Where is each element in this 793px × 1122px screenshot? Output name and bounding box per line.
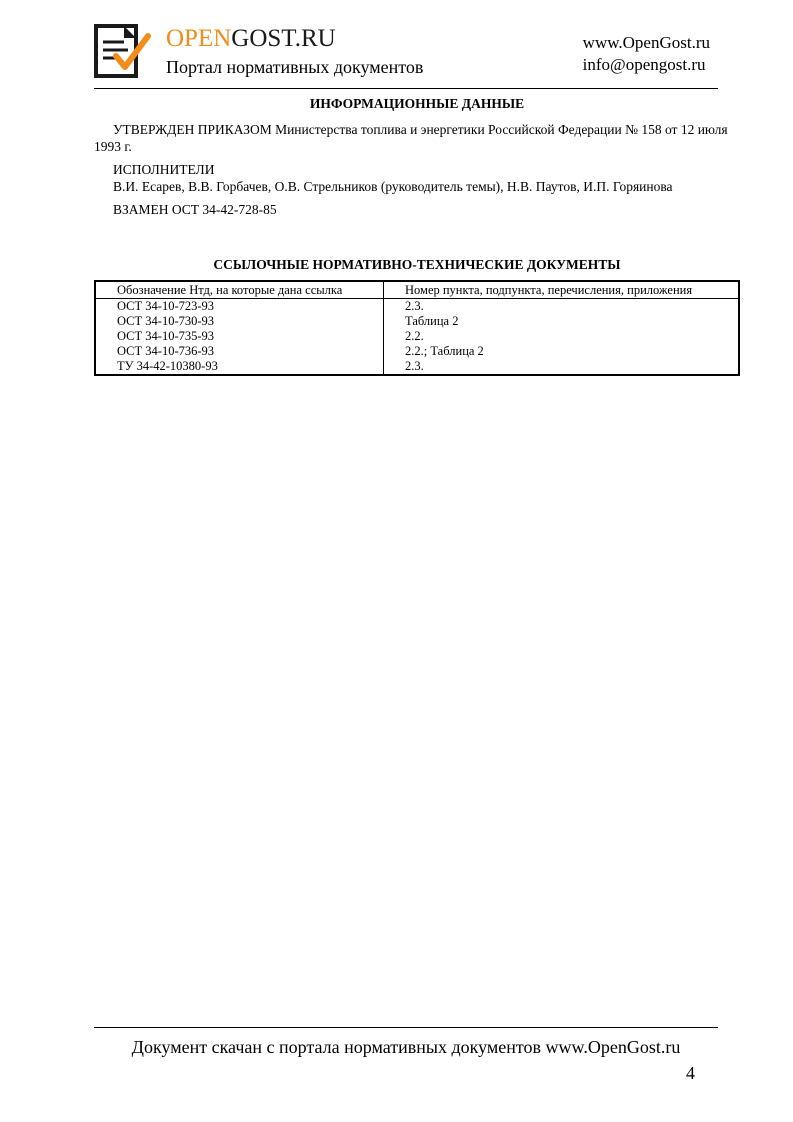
footer-divider bbox=[94, 1027, 718, 1028]
col-header-clause: Номер пункта, подпункта, перечисления, приложения bbox=[384, 281, 740, 299]
executors-label: ИСПОЛНИТЕЛИ bbox=[113, 162, 215, 177]
refs-title: ССЫЛОЧНЫЕ НОРМАТИВНО-ТЕХНИЧЕСКИЕ ДОКУМЕНТЫ bbox=[213, 257, 621, 272]
table-header-row bbox=[95, 281, 739, 299]
cell-clause: 2.3. bbox=[384, 299, 740, 315]
table-row bbox=[95, 359, 739, 375]
email-link[interactable]: info@opengost.ru bbox=[582, 55, 706, 74]
cell-clause: 2.2.; Таблица 2 bbox=[384, 344, 740, 359]
table-row bbox=[95, 299, 739, 315]
info-title: ИНФОРМАЦИОННЫЕ ДАННЫЕ bbox=[309, 96, 525, 111]
approved-text: УТВЕРЖДЕН ПРИКАЗОМ Министерства топлива и энергетики Российской Федерации № 158 от 12 июля 1993 г. bbox=[94, 122, 728, 154]
document-check-icon bbox=[94, 22, 152, 80]
brand-part-open: OPEN bbox=[166, 25, 232, 52]
page-number: 4 bbox=[686, 1063, 695, 1083]
table-row bbox=[95, 329, 739, 344]
cell-clause: 2.3. bbox=[384, 359, 740, 375]
document-body bbox=[94, 92, 740, 376]
replaces-text: ВЗАМЕН ОСТ 34-42-728-85 bbox=[113, 202, 277, 217]
table-row bbox=[95, 314, 739, 329]
brand-tagline: Портал нормативных документов bbox=[166, 57, 424, 77]
col-header-document: Обозначение Нтд, на которые дана ссылка bbox=[95, 281, 384, 299]
page-header bbox=[94, 18, 718, 89]
refs-table bbox=[94, 280, 740, 376]
cell-document: ОСТ 34-10-735-93 bbox=[117, 329, 215, 343]
website-link[interactable]: www.OpenGost.ru bbox=[582, 33, 710, 52]
brand-name bbox=[166, 24, 336, 54]
cell-document: ОСТ 34-10-730-93 bbox=[117, 314, 215, 328]
table-row bbox=[95, 344, 739, 359]
footer-text: Документ скачан с портала нормативных документов www.OpenGost.ru bbox=[131, 1037, 681, 1057]
executors-list: В.И. Есарев, В.В. Горбачев, О.В. Стрельников (руководитель темы), Н.В. Паутов, И.П. Горяинова bbox=[113, 179, 673, 194]
cell-clause: Таблица 2 bbox=[384, 314, 740, 329]
cell-document: ОСТ 34-10-723-93 bbox=[117, 299, 215, 313]
brand-part-gost: GOST.RU bbox=[231, 25, 336, 52]
cell-clause: 2.2. bbox=[384, 329, 740, 344]
header-contacts bbox=[583, 32, 710, 76]
cell-document: ОСТ 34-10-736-93 bbox=[117, 344, 215, 358]
cell-document: ТУ 34-42-10380-93 bbox=[117, 359, 218, 373]
